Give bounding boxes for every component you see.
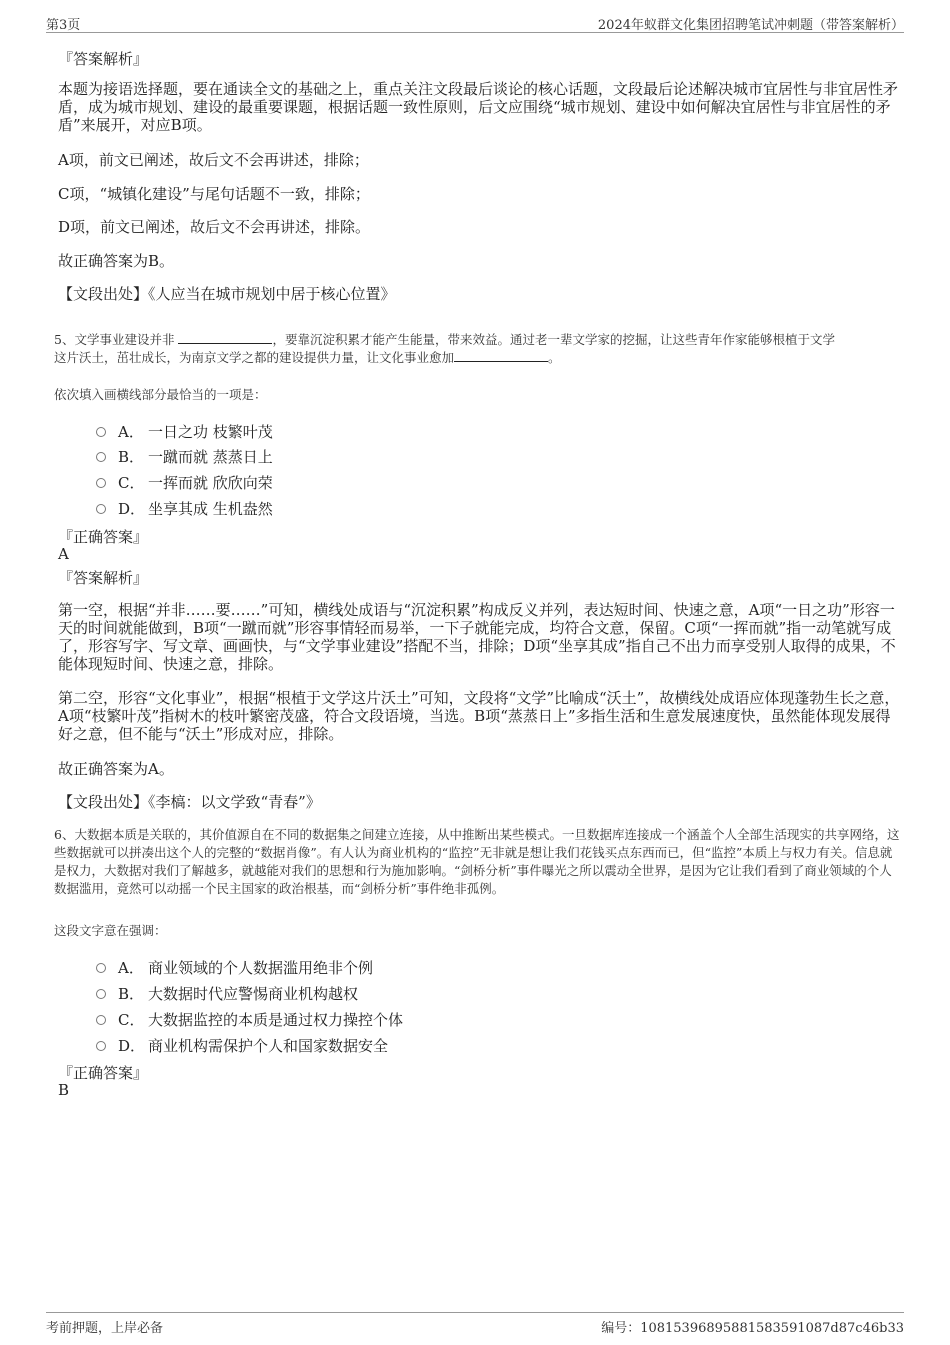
radio-icon[interactable] [96,478,106,488]
document-code: 编号：10815396895881583591087d87c46b33 [601,1321,904,1336]
q4-analysis-option-a: A项，前文已阐述，故后文不会再讲述，排除； [58,151,369,169]
q5-analysis-label: 『答案解析』 [58,569,149,587]
radio-icon[interactable] [96,427,106,437]
q5-option-a[interactable]: A． 一日之功 枝繁叶茂 [96,421,273,441]
q5-prompt: 依次填入画横线部分最恰当的一项是： [54,387,267,402]
q6-prompt: 这段文字意在强调： [54,923,167,938]
q5-correct-answer: A [58,545,69,563]
q5-analysis-p1: 第一空，根据“并非……要……”可知，横线处成语与“沉淀积累”构成反义并列，表达短时间、快速之意，A项“一日之功”形容一天的时间就能做到，B项“一蹴而就”形容事情轻而易举，一下子就能完成，均符合文意，保留。C项“一挥而就”指一动笔就写成了，形容写字、写文章、画画快，与“文学事业建设”搭配不当，排除；D项“坐享其成”指自己不出力而享受别人取得的成果，不能体现短时间、快速之意，排除。 [58,601,896,673]
q6-correct-answer: B [58,1081,70,1099]
q4-analysis-label: 『答案解析』 [58,50,149,68]
q4-source: 【文段出处】《人应当在城市规划中居于核心位置》 [58,285,396,303]
q4-conclusion: 故正确答案为B。 [58,252,175,270]
q6-option-c[interactable]: C． 大数据监控的本质是通过权力操控个体 [96,1009,403,1029]
q5-correct-label: 『正确答案』 [58,528,149,546]
q5-option-d[interactable]: D． 坐享其成 生机盎然 [96,498,273,518]
radio-icon[interactable] [96,963,106,973]
q5-conclusion: 故正确答案为A。 [58,760,174,778]
q5-analysis-p2: 第二空，形容“文化事业”，根据“根植于文学这片沃土”可知，文段将“文学”比喻成“沃土”，故横线处成语应体现蓬勃生长之意，A项“枝繁叶茂”指树木的枝叶繁密茂盛，符合文段语境，当选。B项“蒸蒸日上”多指生活和生意发展速度快，虽然能体现发展得好之意，但不能与“沃土”形成对应，排除。 [58,689,900,743]
page-footer [46,1312,904,1335]
q5-option-c[interactable]: C． 一挥而就 欣欣向荣 [96,472,273,492]
footer-slogan: 考前押题，上岸必备 [46,1321,164,1336]
q5-blank-2 [454,349,548,362]
page-header [46,12,904,33]
q4-analysis-text: 本题为接语选择题，要在通读全文的基础之上，重点关注文段最后谈论的核心话题，文段最后论述解决城市宜居性与非宜居性矛盾，成为城市规划、建设的最重要课题，根据话题一致性原则，后文应围绕“城市规划、建设中如何解决宜居性与非宜居性的矛盾”来展开，对应B项。 [58,80,899,134]
radio-icon[interactable] [96,452,106,462]
q5-blank-1 [178,331,272,344]
q6-option-b[interactable]: B． 大数据时代应警惕商业机构越权 [96,983,358,1003]
q4-analysis-option-c: C项，“城镇化建设”与尾句话题不一致，排除； [58,185,370,203]
q6-option-d[interactable]: D． 商业机构需保护个人和国家数据安全 [96,1035,388,1055]
q6-stem: 6、大数据本质是关联的，其价值源自在不同的数据集之间建立连接，从中推断出某些模式。一旦数据库连接成一个涵盖个人全部生活现实的共享网络，这些数据就可以拼凑出这个人的完整的“数据肖像”。有人认为商业机构的“监控”无非就是想让我们花钱买点东西而已，但“监控”本质上与权力有关。信息就是权力，大数据对我们了解越多，就越能对我们的思想和行为施加影响。“剑桥分析”事件曝光之所以震动全世界，是因为它让我们看到了商业领域的个人数据滥用，竟然可以动摇一个民主国家的政治根基，而“剑桥分析”事件绝非孤例。 [54,827,900,896]
document-title: 2024年蚁群文化集团招聘笔试冲刺题（带答案解析） [597,18,904,33]
page-number: 第3页 [46,18,81,33]
radio-icon[interactable] [96,504,106,514]
q5-stem: 5、文学事业建设并非 ，要靠沉淀积累才能产生能量，带来效益。通过老一辈文学家的挖掘，让这些青年作家能够根植于文学 这片沃土，茁壮成长，为南京文学之都的建设提供力量，让文化事业愈加 。 [54,332,835,365]
q5-source: 【文段出处】《李槁：以文学致“青春”》 [58,793,321,811]
q5-option-b[interactable]: B． 一蹴而就 蒸蒸日上 [96,446,273,466]
q4-analysis-option-d: D项，前文已阐述，故后文不会再讲述，排除。 [58,218,371,236]
q6-correct-label: 『正确答案』 [58,1064,149,1082]
radio-icon[interactable] [96,1041,106,1051]
radio-icon[interactable] [96,1015,106,1025]
q6-option-a[interactable]: A． 商业领域的个人数据滥用绝非个例 [96,957,373,977]
radio-icon[interactable] [96,989,106,999]
